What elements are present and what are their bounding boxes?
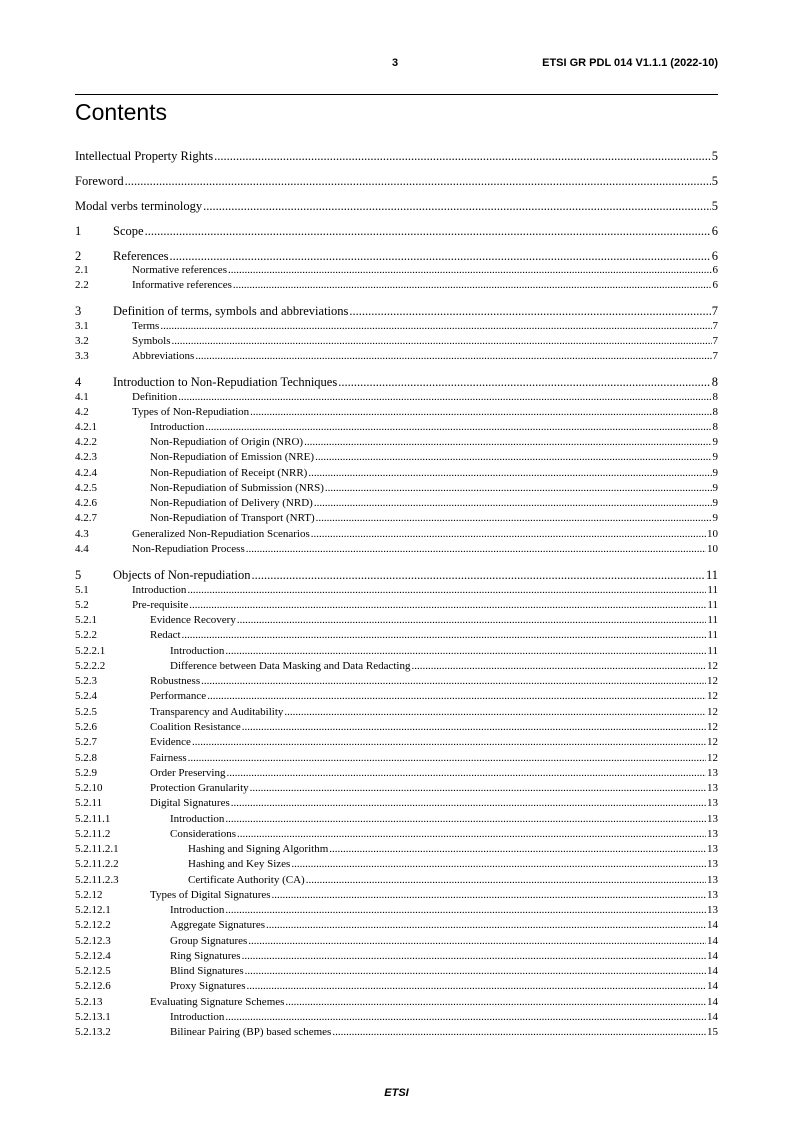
- toc-entry[interactable]: [75, 813, 718, 825]
- toc-dot-leader: [237, 828, 706, 840]
- toc-entry-number: 5.2.13.2: [75, 1026, 111, 1038]
- toc-entry[interactable]: [75, 467, 718, 479]
- toc-dot-leader: [250, 406, 711, 418]
- toc-entry[interactable]: [75, 706, 718, 718]
- toc-entry-page: 9: [712, 482, 718, 494]
- toc-entry-title: Bilinear Pairing (BP) based schemes: [170, 1026, 332, 1038]
- toc-entry[interactable]: [75, 421, 718, 433]
- toc-entry-page: 12: [707, 721, 718, 733]
- toc-entry-title: Protection Granularity: [150, 782, 249, 794]
- toc-entry[interactable]: [75, 350, 718, 362]
- toc-entry-number: 2.2: [75, 279, 89, 291]
- toc-entry-page: 14: [707, 919, 718, 931]
- toc-dot-leader: [325, 482, 712, 494]
- toc-entry[interactable]: [75, 304, 718, 319]
- toc-entry-title: Difference between Data Masking and Data Redacting: [170, 660, 411, 672]
- toc-entry-page: 15: [707, 1026, 718, 1038]
- toc-dot-leader: [411, 660, 706, 672]
- toc-dot-leader: [242, 721, 706, 733]
- toc-entry[interactable]: [75, 584, 718, 596]
- toc-entry-page: 12: [707, 675, 718, 687]
- toc-entry-number: 4.2: [75, 406, 89, 418]
- toc-entry[interactable]: [75, 174, 718, 189]
- toc-entry-page: 8: [712, 391, 718, 403]
- toc-entry[interactable]: [75, 497, 718, 509]
- toc-entry-page: 13: [707, 767, 718, 779]
- toc-entry-page: 6: [712, 264, 718, 276]
- toc-entry-title: Redact: [150, 629, 181, 641]
- toc-entry-title: Scope: [113, 224, 144, 238]
- toc-entry-page: 10: [707, 543, 718, 555]
- toc-entry-number: 4.2.7: [75, 512, 97, 524]
- toc-entry[interactable]: [75, 279, 718, 291]
- toc-entry-page: 11: [707, 584, 718, 596]
- toc-entry-title: Hashing and Signing Algorithm: [188, 843, 329, 855]
- toc-entry-number: 5.2.2.1: [75, 645, 106, 657]
- toc-entry-number: 5.2.12.3: [75, 935, 111, 947]
- toc-entry-page: 13: [707, 874, 718, 886]
- toc-entry-title: Non-Repudiation Process: [132, 543, 245, 555]
- toc-entry-title: Definition of terms, symbols and abbreviations: [113, 304, 349, 318]
- toc-entry-title: Introduction: [170, 813, 225, 825]
- toc-entry-title: Evaluating Signature Schemes: [150, 996, 285, 1008]
- toc-entry-title: Non-Repudiation of Transport (NRT): [150, 512, 315, 524]
- toc-entry-number: 5.2.11.2: [75, 828, 111, 840]
- toc-dot-leader: [225, 904, 706, 916]
- toc-entry-title: Non-Repudiation of Delivery (NRD): [150, 497, 313, 509]
- toc-entry[interactable]: [75, 320, 718, 332]
- toc-entry-number: 5.2.2.2: [75, 660, 106, 672]
- toc-entry[interactable]: [75, 782, 718, 794]
- toc-entry-number: 3.2: [75, 335, 89, 347]
- toc-entry-number: 5.2.11: [75, 797, 103, 809]
- toc-dot-leader: [308, 467, 711, 479]
- toc-entry-page: 11: [705, 568, 718, 582]
- toc-entry-page: 5: [711, 149, 718, 163]
- toc-entry[interactable]: [75, 752, 718, 764]
- toc-entry[interactable]: [75, 675, 718, 687]
- toc-entry-page: 12: [707, 660, 718, 672]
- toc-entry[interactable]: [75, 264, 718, 276]
- toc-entry-number: 4.1: [75, 391, 89, 403]
- toc-entry-page: 12: [707, 706, 718, 718]
- toc-dot-leader: [192, 736, 706, 748]
- toc-entry[interactable]: [75, 736, 718, 748]
- toc-dot-leader: [329, 843, 706, 855]
- toc-entry[interactable]: [75, 996, 718, 1008]
- header-rule: [75, 94, 718, 95]
- toc-entry-page: 6: [712, 279, 718, 291]
- toc-entry[interactable]: [75, 828, 718, 840]
- toc-entry[interactable]: [75, 249, 718, 264]
- toc-dot-leader: [291, 858, 706, 870]
- toc-entry[interactable]: [75, 660, 718, 672]
- toc-dot-leader: [242, 950, 706, 962]
- toc-entry-number: 5.2.12.1: [75, 904, 111, 916]
- toc-entry-page: 14: [707, 980, 718, 992]
- toc-dot-leader: [189, 599, 706, 611]
- toc-entry[interactable]: [75, 224, 718, 239]
- toc-entry-page: 8: [712, 421, 718, 433]
- toc-entry-title: Types of Non-Repudiation: [132, 406, 250, 418]
- toc-entry-number: 5.2.5: [75, 706, 97, 718]
- toc-dot-leader: [251, 568, 704, 583]
- toc-entry-number: 3.3: [75, 350, 89, 362]
- toc-entry-number: 5.2.12.6: [75, 980, 111, 992]
- toc-entry-page: 14: [707, 950, 718, 962]
- toc-entry-title: Evidence Recovery: [150, 614, 236, 626]
- toc-dot-leader: [338, 375, 711, 390]
- toc-entry-title: Non-Repudiation of Emission (NRE): [150, 451, 315, 463]
- toc-dot-leader: [228, 264, 712, 276]
- toc-entry-title: Informative references: [132, 279, 232, 291]
- toc-entry-title: Ring Signatures: [170, 950, 241, 962]
- toc-entry-page: 6: [711, 224, 718, 238]
- toc-entry-title: Introduction: [170, 645, 225, 657]
- toc-dot-leader: [266, 919, 706, 931]
- toc-entry-title: Digital Signatures: [150, 797, 230, 809]
- toc-dot-leader: [225, 645, 706, 657]
- toc-entry-number: 5.2.12.4: [75, 950, 111, 962]
- toc-dot-leader: [250, 782, 706, 794]
- toc-entry-page: 5: [711, 199, 718, 213]
- toc-entry-title: Non-Repudiation of Submission (NRS): [150, 482, 324, 494]
- toc-entry-title: Blind Signatures: [170, 965, 244, 977]
- toc-entry-number: 4.2.3: [75, 451, 97, 463]
- toc-dot-leader: [201, 675, 706, 687]
- toc-entry[interactable]: [75, 645, 718, 657]
- toc-entry[interactable]: [75, 391, 718, 403]
- toc-dot-leader: [214, 149, 711, 164]
- toc-dot-leader: [195, 350, 711, 362]
- toc-entry-page: 7: [711, 304, 718, 318]
- toc-entry-number: 5.2.11.2.1: [75, 843, 119, 855]
- toc-entry-number: 5.2.11.1: [75, 813, 111, 825]
- toc-entry-number: 5.2.8: [75, 752, 97, 764]
- toc-entry-title: Intellectual Property Rights: [75, 149, 214, 163]
- toc-entry-page: 13: [707, 889, 718, 901]
- toc-entry-number: 5.2: [75, 599, 89, 611]
- toc-dot-leader: [237, 614, 707, 626]
- toc-entry[interactable]: [75, 874, 718, 886]
- toc-dot-leader: [284, 706, 706, 718]
- footer-etsi: ETSI: [384, 1087, 409, 1099]
- toc-entry[interactable]: [75, 1026, 718, 1038]
- toc-entry-number: 3.1: [75, 320, 89, 332]
- toc-entry-title: Fairness: [150, 752, 187, 764]
- toc-entry-title: Abbreviations: [132, 350, 195, 362]
- toc-entry-number: 5.2.13: [75, 996, 103, 1008]
- toc-entry-page: 13: [707, 813, 718, 825]
- toc-entry[interactable]: [75, 482, 718, 494]
- toc-entry-page: 11: [707, 645, 718, 657]
- toc-entry-title: Coalition Resistance: [150, 721, 241, 733]
- toc-entry-number: 5.2.6: [75, 721, 97, 733]
- toc-entry-title: Introduction: [150, 421, 205, 433]
- toc-entry[interactable]: [75, 721, 718, 733]
- toc-entry-title: Types of Digital Signatures: [150, 889, 271, 901]
- toc-entry-number: 5.2.4: [75, 690, 97, 702]
- toc-entry-title: Non-Repudiation of Origin (NRO): [150, 436, 304, 448]
- toc-entry-page: 12: [707, 690, 718, 702]
- toc-entry-number: 5.1: [75, 584, 89, 596]
- toc-entry-number: 5.2.7: [75, 736, 97, 748]
- toc-entry[interactable]: [75, 889, 718, 901]
- toc-entry-title: Hashing and Key Sizes: [188, 858, 291, 870]
- document-id: ETSI GR PDL 014 V1.1.1 (2022-10): [542, 57, 718, 69]
- toc-entry-page: 13: [707, 904, 718, 916]
- toc-dot-leader: [306, 874, 706, 886]
- toc-dot-leader: [231, 797, 706, 809]
- toc-entry-page: 13: [707, 782, 718, 794]
- toc-entry-title: Robustness: [150, 675, 201, 687]
- toc-dot-leader: [246, 543, 706, 555]
- toc-entry[interactable]: [75, 629, 718, 641]
- toc-entry-page: 13: [707, 843, 718, 855]
- toc-entry-number: 3: [75, 304, 82, 318]
- toc-entry-page: 5: [711, 174, 718, 188]
- toc-entry-number: 5.2.13.1: [75, 1011, 111, 1023]
- toc-dot-leader: [349, 304, 710, 319]
- toc-entry-number: 4.2.6: [75, 497, 97, 509]
- toc-entry-title: Introduction: [132, 584, 187, 596]
- toc-dot-leader: [225, 1011, 706, 1023]
- toc-entry-number: 5.2.12: [75, 889, 103, 901]
- toc-entry-title: Considerations: [170, 828, 236, 840]
- toc-dot-leader: [314, 497, 712, 509]
- toc-entry-title: References: [113, 249, 169, 263]
- toc-entry[interactable]: [75, 965, 718, 977]
- toc-entry-title: Certificate Authority (CA): [188, 874, 305, 886]
- toc-entry-title: Definition: [132, 391, 178, 403]
- toc-entry-page: 10: [707, 528, 718, 540]
- toc-entry[interactable]: [75, 843, 718, 855]
- toc-entry[interactable]: [75, 614, 718, 626]
- page-number: 3: [392, 57, 399, 69]
- toc-entry-number: 2: [75, 249, 82, 263]
- toc-entry[interactable]: [75, 543, 718, 555]
- toc-entry-page: 9: [712, 436, 718, 448]
- toc-entry[interactable]: [75, 512, 718, 524]
- toc-entry[interactable]: [75, 797, 718, 809]
- toc-dot-leader: [205, 421, 711, 433]
- toc-entry[interactable]: [75, 858, 718, 870]
- toc-entry-number: 4.2.1: [75, 421, 97, 433]
- toc-entry-page: 13: [707, 828, 718, 840]
- toc-dot-leader: [182, 629, 707, 641]
- toc-dot-leader: [170, 249, 711, 264]
- toc-dot-leader: [172, 335, 712, 347]
- toc-entry-title: Introduction: [170, 1011, 225, 1023]
- toc-entry-page: 9: [712, 451, 718, 463]
- toc-entry[interactable]: [75, 950, 718, 962]
- toc-entry-title: Modal verbs terminology: [75, 199, 203, 213]
- toc-dot-leader: [316, 512, 712, 524]
- toc-entry-title: Group Signatures: [170, 935, 248, 947]
- toc-entry-title: Objects of Non-repudiation: [113, 568, 251, 582]
- toc-entry-title: Introduction: [170, 904, 225, 916]
- toc-dot-leader: [233, 279, 712, 291]
- toc-entry-page: 12: [707, 752, 718, 764]
- toc-entry[interactable]: [75, 149, 718, 164]
- toc-dot-leader: [272, 889, 706, 901]
- toc-entry-page: 13: [707, 797, 718, 809]
- toc-dot-leader: [145, 224, 711, 239]
- toc-dot-leader: [248, 935, 706, 947]
- toc-entry[interactable]: [75, 690, 718, 702]
- toc-entry[interactable]: [75, 375, 718, 390]
- toc-entry-title: Order Preserving: [150, 767, 226, 779]
- toc-entry-number: 2.1: [75, 264, 89, 276]
- toc-dot-leader: [225, 813, 706, 825]
- toc-entry[interactable]: [75, 199, 718, 214]
- toc-dot-leader: [187, 584, 706, 596]
- toc-entry-number: 4.2.4: [75, 467, 97, 479]
- toc-entry-number: 4: [75, 375, 82, 389]
- toc-entry[interactable]: [75, 436, 718, 448]
- toc-entry-number: 5.2.12.2: [75, 919, 111, 931]
- toc-dot-leader: [178, 391, 711, 403]
- toc-entry[interactable]: [75, 904, 718, 916]
- toc-dot-leader: [332, 1026, 706, 1038]
- toc-entry[interactable]: [75, 980, 718, 992]
- toc-entry-page: 14: [707, 935, 718, 947]
- toc-entry-number: 5.2.1: [75, 614, 97, 626]
- toc-dot-leader: [226, 767, 706, 779]
- toc-entry-page: 11: [707, 614, 718, 626]
- toc-entry[interactable]: [75, 599, 718, 611]
- toc-dot-leader: [188, 752, 706, 764]
- toc-entry-number: 4.2.2: [75, 436, 97, 448]
- toc-entry-page: 14: [707, 1011, 718, 1023]
- toc-entry-page: 11: [707, 629, 718, 641]
- toc-entry[interactable]: [75, 1011, 718, 1023]
- toc-dot-leader: [315, 451, 711, 463]
- toc-entry-page: 9: [712, 467, 718, 479]
- toc-entry-number: 4.3: [75, 528, 89, 540]
- toc-entry-title: Foreword: [75, 174, 124, 188]
- toc-entry-page: 14: [707, 965, 718, 977]
- toc-entry-page: 7: [712, 335, 718, 347]
- toc-entry-number: 5.2.3: [75, 675, 97, 687]
- toc-dot-leader: [125, 174, 711, 189]
- toc-entry-number: 5.2.2: [75, 629, 97, 641]
- toc-entry-page: 11: [707, 599, 718, 611]
- toc-entry-title: Generalized Non-Repudiation Scenarios: [132, 528, 310, 540]
- toc-entry[interactable]: [75, 919, 718, 931]
- toc-dot-leader: [245, 965, 706, 977]
- toc-entry[interactable]: [75, 451, 718, 463]
- toc-entry-number: 5: [75, 568, 82, 582]
- toc-entry-page: 14: [707, 996, 718, 1008]
- toc-entry[interactable]: [75, 335, 718, 347]
- toc-entry-number: 5.2.11.2.2: [75, 858, 119, 870]
- toc-dot-leader: [304, 436, 711, 448]
- toc-entry-title: Terms: [132, 320, 160, 332]
- toc-entry-title: Transparency and Auditability: [150, 706, 284, 718]
- toc-entry-page: 12: [707, 736, 718, 748]
- toc-entry-page: 8: [712, 406, 718, 418]
- toc-dot-leader: [203, 199, 711, 214]
- toc-dot-leader: [311, 528, 706, 540]
- toc-entry-title: Pre-requisite: [132, 599, 189, 611]
- toc-dot-leader: [207, 690, 706, 702]
- toc-entry-page: 6: [711, 249, 718, 263]
- toc-entry-title: Proxy Signatures: [170, 980, 246, 992]
- toc-entry-title: Aggregate Signatures: [170, 919, 265, 931]
- toc-entry-page: 7: [712, 320, 718, 332]
- toc-entry-number: 5.2.10: [75, 782, 103, 794]
- toc-entry[interactable]: [75, 568, 718, 583]
- toc-dot-leader: [285, 996, 706, 1008]
- toc-entry-number: 5.2.9: [75, 767, 97, 779]
- toc-entry[interactable]: [75, 767, 718, 779]
- toc-entry-page: 13: [707, 858, 718, 870]
- toc-entry-title: Non-Repudiation of Receipt (NRR): [150, 467, 308, 479]
- toc-entry-page: 9: [712, 497, 718, 509]
- toc-entry-number: 4.4: [75, 543, 89, 555]
- toc-entry[interactable]: [75, 406, 718, 418]
- toc-entry-number: 5.2.11.2.3: [75, 874, 119, 886]
- toc-entry-title: Performance: [150, 690, 207, 702]
- toc-entry-page: 7: [712, 350, 718, 362]
- toc-entry-number: 1: [75, 224, 82, 238]
- toc-entry-title: Introduction to Non-Repudiation Techniques: [113, 375, 338, 389]
- toc-entry-number: 4.2.5: [75, 482, 97, 494]
- toc-entry[interactable]: [75, 935, 718, 947]
- toc-dot-leader: [246, 980, 706, 992]
- toc-entry-number: 5.2.12.5: [75, 965, 111, 977]
- page-title: Contents: [75, 99, 168, 125]
- toc-entry-title: Normative references: [132, 264, 227, 276]
- toc-entry-page: 9: [712, 512, 718, 524]
- toc-entry[interactable]: [75, 528, 718, 540]
- toc-dot-leader: [160, 320, 711, 332]
- toc-entry-page: 8: [711, 375, 718, 389]
- toc-entry-title: Symbols: [132, 335, 171, 347]
- toc-entry-title: Evidence: [150, 736, 191, 748]
